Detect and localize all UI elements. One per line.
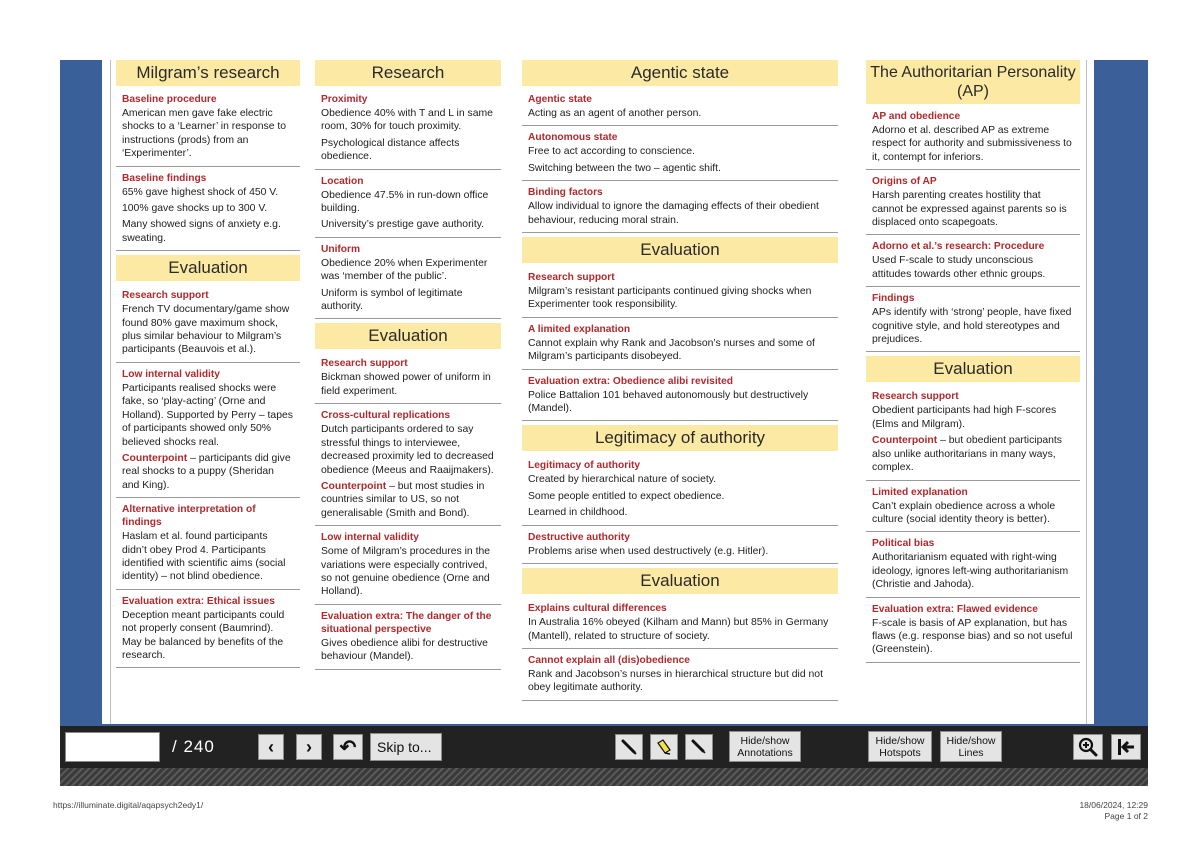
column-heading: The Authoritarian Personality (AP) bbox=[866, 60, 1080, 104]
counterpoint-label: Counterpoint bbox=[872, 435, 938, 447]
section-title: Limited explanation bbox=[872, 486, 968, 498]
counterpoint-body: – participants did give real shocks to a puppy (Sheridan and King). bbox=[122, 452, 291, 491]
counterpoint-label: Counterpoint bbox=[122, 452, 188, 464]
section-title: Destructive authority bbox=[528, 531, 630, 543]
section-text: Uniform is symbol of legitimate authority. bbox=[321, 287, 463, 313]
label-line: Hotspots bbox=[879, 746, 921, 759]
section-binding-factors bbox=[522, 185, 838, 233]
section-title: Autonomous state bbox=[528, 132, 618, 144]
zoom-in-icon bbox=[1078, 737, 1098, 757]
section-destructive-authority bbox=[522, 530, 838, 564]
section-text: 65% gave highest shock of 450 V. bbox=[122, 186, 279, 198]
section-title: Location bbox=[321, 175, 364, 187]
section-text: Bickman showed power of uniform in field experiment. bbox=[321, 372, 491, 397]
section-text: Police Battalion 101 behaved autonomously but destructively (Mandel). bbox=[528, 389, 809, 415]
section-title: Origins of AP bbox=[872, 176, 937, 188]
pen-tool-button[interactable] bbox=[615, 734, 643, 760]
chevron-right-icon: › bbox=[306, 736, 312, 757]
counterpoint-label: Counterpoint bbox=[321, 480, 387, 492]
viewer-bottom-bar bbox=[60, 768, 1148, 786]
section-cannot-explain-all bbox=[522, 653, 838, 701]
section-title: Evaluation extra: The danger of the situational perspective bbox=[321, 610, 492, 635]
eraser-icon bbox=[690, 738, 708, 756]
section-title: Low internal validity bbox=[321, 532, 419, 544]
column-heading: Agentic state bbox=[522, 60, 838, 86]
section-low-internal-validity bbox=[315, 530, 501, 605]
undo-icon: ↶ bbox=[339, 736, 357, 759]
column-authoritarian-personality bbox=[866, 60, 1080, 667]
counterpoint-body: – but most studies in countries similar to US, so not generalisable (Smith and Bond). bbox=[321, 480, 485, 519]
evaluation-heading: Evaluation bbox=[522, 568, 838, 594]
section-title: Research support bbox=[528, 272, 615, 284]
section-obedience-alibi bbox=[522, 374, 838, 422]
section-title: A limited explanation bbox=[528, 323, 631, 335]
section-situational-perspective bbox=[315, 609, 501, 670]
section-text: Allow individual to ignore the damaging effects of their obedient behaviour, reducing moral strain. bbox=[528, 201, 819, 226]
section-alternative-interpretation bbox=[116, 502, 300, 590]
section-text: 100% gave shocks up to 300 V. bbox=[122, 203, 268, 215]
section-adorno-procedure bbox=[866, 239, 1080, 287]
section-research-support bbox=[315, 356, 501, 404]
evaluation-heading: Evaluation bbox=[522, 237, 838, 263]
section-title: AP and obedience bbox=[872, 111, 961, 122]
toggle-hotspots-button[interactable] bbox=[868, 731, 932, 762]
section-title: Baseline findings bbox=[122, 172, 207, 184]
section-text: American men gave fake electric shocks to a ‘Learner’ in response to instructions (prods) from an ‘Experimenter’. bbox=[122, 108, 287, 160]
section-cultural-differences bbox=[522, 601, 838, 649]
page-number-input[interactable] bbox=[65, 732, 160, 762]
section-text: Can’t explain obedience across a whole culture (social identity theory is better). bbox=[872, 500, 1056, 525]
section-title: Proximity bbox=[321, 94, 368, 105]
undo-button[interactable] bbox=[333, 734, 363, 760]
section-political-bias bbox=[866, 536, 1080, 597]
section-text: Obedience 20% when Experimenter was ‘member of the public’. bbox=[321, 257, 488, 283]
label-line: Hide/show bbox=[875, 734, 925, 747]
highlighter-tool-button[interactable] bbox=[650, 734, 678, 760]
page-total: / 240 bbox=[172, 737, 215, 756]
counterpoint-body: – but obedient participants also unlike authoritarians in many ways, complex. bbox=[872, 435, 1062, 474]
section-limited-explanation bbox=[866, 485, 1080, 533]
section-ethical-issues bbox=[116, 594, 300, 669]
exit-icon bbox=[1116, 737, 1136, 757]
skip-to-label: Skip to... bbox=[377, 739, 432, 755]
column-milgram-research bbox=[116, 60, 300, 672]
section-text: Obedience 40% with T and L in same room, 30% for touch proximity. bbox=[321, 108, 493, 133]
section-text: Switching between the two – agentic shift. bbox=[528, 162, 721, 174]
section-text: Acting as an agent of another person. bbox=[528, 108, 702, 119]
section-text: Created by hierarchical nature of society. bbox=[528, 474, 717, 486]
section-title: Agentic state bbox=[528, 94, 592, 105]
section-flawed-evidence bbox=[866, 602, 1080, 663]
section-text: Participants realised shocks were fake, so ‘play-acting’ (Orne and Holland). Supported by Perry – tapes of participants showed only 50% believed shocks real. bbox=[122, 382, 293, 448]
section-title: Research support bbox=[872, 391, 959, 403]
footer-page: Page 1 of 2 bbox=[1104, 811, 1148, 821]
column-research bbox=[315, 60, 501, 674]
section-cross-cultural bbox=[315, 408, 501, 526]
evaluation-heading: Evaluation bbox=[866, 356, 1080, 382]
section-research-support bbox=[116, 288, 300, 363]
section-text: Authoritarianism equated with right-wing ideology, ignores left-wing authoritarianism (Christie and Jahoda). bbox=[872, 552, 1069, 591]
section-uniform bbox=[315, 242, 501, 320]
zoom-in-button[interactable] bbox=[1073, 734, 1103, 760]
evaluation-heading: Evaluation bbox=[315, 323, 501, 349]
section-title: Evaluation extra: Flawed evidence bbox=[872, 603, 1038, 615]
section-text: Dutch participants ordered to say stressful things to interviewee, decreased proximity led to decreased obedience (Meeus and Raaijmakers). bbox=[321, 424, 494, 476]
section-title: Adorno et al.’s research: Procedure bbox=[872, 241, 1045, 253]
section-low-internal-validity bbox=[116, 367, 300, 498]
section-text: Problems arise when used destructively (e.g. Hitler). bbox=[528, 545, 769, 557]
highlighter-icon bbox=[655, 738, 673, 756]
label-line: Hide/show bbox=[740, 734, 790, 747]
section-text: Deception meant participants could not properly consent (Baumrind). May be balanced by benefits of the research. bbox=[122, 609, 285, 661]
footer-url: https://illuminate.digital/aqapsych2edy1/ bbox=[53, 800, 204, 810]
section-proximity bbox=[315, 92, 501, 170]
section-title: Binding factors bbox=[528, 187, 603, 199]
exit-button[interactable] bbox=[1111, 734, 1141, 760]
column-agentic-state bbox=[522, 60, 838, 705]
section-title: Findings bbox=[872, 293, 915, 305]
section-autonomous-state bbox=[522, 130, 838, 181]
section-agentic-state bbox=[522, 92, 838, 126]
counterpoint-text bbox=[122, 452, 294, 492]
footer-info bbox=[1079, 800, 1148, 822]
pen-icon bbox=[620, 738, 638, 756]
section-title: Cannot explain all (dis)obedience bbox=[528, 654, 690, 666]
label-line: Hide/show bbox=[946, 734, 996, 747]
section-title: Uniform bbox=[321, 243, 361, 255]
section-baseline-procedure bbox=[116, 92, 300, 167]
toggle-lines-button[interactable] bbox=[940, 731, 1002, 762]
legitimacy-heading: Legitimacy of authority bbox=[522, 425, 838, 451]
section-text: Gives obedience alibi for destructive behaviour (Mandel). bbox=[321, 637, 488, 663]
eraser-tool-button[interactable] bbox=[685, 734, 713, 760]
section-research-support bbox=[522, 270, 838, 318]
section-text: F-scale is basis of AP explanation, but has flaws (e.g. response bias) and so not useful (Greenstein). bbox=[872, 617, 1073, 656]
column-heading: Milgram’s research bbox=[116, 60, 300, 86]
section-baseline-findings bbox=[116, 171, 300, 252]
section-text: Harsh parenting creates hostility that cannot be expressed against parents so is displaced onto scapegoats. bbox=[872, 190, 1067, 229]
section-text: Rank and Jacobson’s nurses in hierarchical structure but did not obey legitimate authority. bbox=[528, 668, 823, 694]
viewer-toolbar bbox=[60, 726, 1148, 768]
button-label bbox=[875, 735, 924, 759]
section-text: Cannot explain why Rank and Jacobson’s nurses and some of Milgram’s participants disobeyed. bbox=[528, 337, 815, 363]
skip-to-button[interactable] bbox=[370, 733, 442, 761]
section-text: University’s prestige gave authority. bbox=[321, 219, 485, 231]
section-ap-and-obedience bbox=[866, 109, 1080, 170]
section-text: In Australia 16% obeyed (Kilham and Mann) but 85% in Germany (Mantell), related to structure of society. bbox=[528, 617, 829, 642]
section-title: Political bias bbox=[872, 538, 935, 550]
counterpoint-text bbox=[872, 434, 1074, 474]
section-title: Research support bbox=[321, 358, 408, 370]
chevron-left-icon: ‹ bbox=[268, 736, 274, 757]
section-text: Used F-scale to study unconscious attitudes towards other ethnic groups. bbox=[872, 255, 1046, 280]
section-origins-of-ap bbox=[866, 174, 1080, 235]
document-page bbox=[102, 60, 1094, 724]
section-title: Cross-cultural replications bbox=[321, 410, 451, 422]
previous-page-button[interactable] bbox=[258, 734, 284, 760]
section-text: Milgram’s resistant participants continued giving shocks when Experimenter took responsibility. bbox=[528, 286, 812, 311]
section-text: Haslam et al. found participants didn’t obey Prod 4. Participants identified with scientific aims (social identity) – not blind obedience. bbox=[122, 531, 286, 583]
section-text: Some of Milgram’s procedures in the variations were especially contrived, so not genuine obedience (Orne and Holland). bbox=[321, 546, 491, 598]
section-limited-explanation bbox=[522, 322, 838, 370]
button-label bbox=[946, 735, 995, 759]
footer-date: 18/06/2024, 12:29 bbox=[1079, 800, 1148, 810]
section-text: Psychological distance affects obedience. bbox=[321, 137, 460, 163]
next-page-button[interactable] bbox=[296, 734, 322, 760]
section-text: Many showed signs of anxiety e.g. sweating. bbox=[122, 219, 281, 244]
section-title: Evaluation extra: Ethical issues bbox=[122, 595, 275, 607]
section-text: APs identify with ‘strong’ people, have fixed cognitive style, and hold stereotypes and prejudices. bbox=[872, 307, 1072, 346]
column-heading: Research bbox=[315, 60, 501, 86]
section-text: Some people entitled to expect obedience. bbox=[528, 490, 725, 502]
section-location bbox=[315, 174, 501, 238]
button-label bbox=[737, 735, 792, 759]
toggle-annotations-button[interactable] bbox=[729, 731, 801, 762]
section-findings bbox=[866, 291, 1080, 352]
label-line: Annotations bbox=[737, 746, 793, 759]
section-text: Adorno et al. described AP as extreme respect for authority and submissiveness to it, contempt for inferiors. bbox=[872, 125, 1072, 163]
section-text: Free to act according to conscience. bbox=[528, 146, 695, 158]
section-text: French TV documentary/game show found 80% gave maximum shock, plus similar behaviour to Milgram’s participants (Beauvois et al.). bbox=[122, 304, 290, 356]
section-title: Baseline procedure bbox=[122, 94, 217, 105]
section-title: Evaluation extra: Obedience alibi revisited bbox=[528, 375, 733, 387]
section-title: Explains cultural differences bbox=[528, 603, 667, 615]
section-text: Obedient participants had high F-scores (Elms and Milgram). bbox=[872, 405, 1057, 430]
counterpoint-text bbox=[321, 480, 495, 520]
section-title: Alternative interpretation of findings bbox=[122, 504, 256, 529]
section-title: Research support bbox=[122, 290, 209, 302]
section-text: Learned in childhood. bbox=[528, 507, 628, 519]
section-research-support bbox=[866, 389, 1080, 480]
section-text: Obedience 47.5% in run-down office building. bbox=[321, 189, 489, 215]
section-legitimacy-of-authority bbox=[522, 458, 838, 525]
section-title: Low internal validity bbox=[122, 368, 220, 380]
label-line: Lines bbox=[958, 746, 984, 759]
section-title: Legitimacy of authority bbox=[528, 460, 641, 472]
evaluation-heading: Evaluation bbox=[116, 255, 300, 281]
